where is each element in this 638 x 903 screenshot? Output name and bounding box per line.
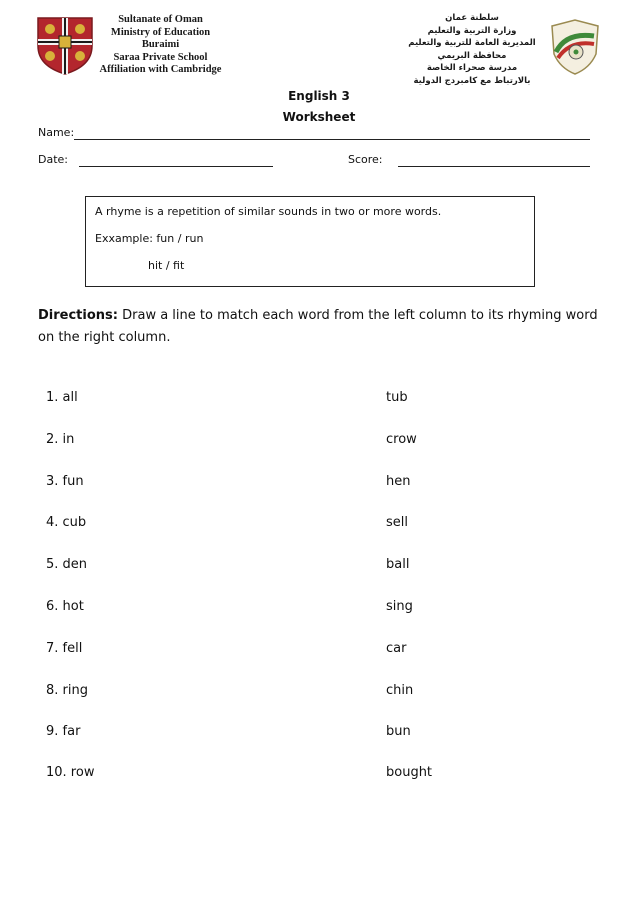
header-ar-line-2: وزارة التربية والتعليم [427, 25, 517, 36]
right-word-8: chin [386, 683, 414, 698]
header-en-line-5: Affiliation with Cambridge [99, 64, 222, 75]
school-name-english [98, 14, 223, 77]
left-word-7: 7. fell [46, 641, 83, 656]
name-input-line[interactable] [74, 139, 590, 140]
left-word-9: 9. far [46, 724, 81, 739]
right-word-1: tub [386, 390, 408, 405]
right-word-3: hen [386, 474, 411, 489]
name-label: Name: [38, 126, 75, 139]
left-word-6: 6. hot [46, 599, 84, 614]
right-word-6: sing [386, 599, 413, 614]
score-input-line[interactable] [398, 166, 590, 167]
worksheet-title: Worksheet [282, 110, 356, 124]
right-word-10: bought [386, 765, 433, 780]
right-word-9: bun [386, 724, 411, 739]
rhyme-definition: A rhyme is a repetition of similar sounds in two or more words. [95, 205, 442, 218]
header-en-line-1: Sultanate of Oman [118, 14, 203, 25]
header-ar-line-4: محافظة البريمي [437, 50, 507, 61]
date-label: Date: [38, 153, 68, 166]
header-ar-line-5: مدرسة صحراء الخاصة [426, 63, 518, 73]
header-en-line-2: Ministry of Education [110, 26, 211, 38]
rhyme-definition-box [85, 196, 535, 287]
directions-paragraph [38, 305, 600, 349]
score-label: Score: [348, 153, 383, 166]
right-word-2: crow [386, 432, 417, 447]
left-word-3: 3. fun [46, 474, 84, 489]
directions-text: Draw a line to match each word from the left column to its rhyming word on the right column. [38, 308, 598, 345]
left-word-10: 10. row [46, 765, 95, 780]
header-ar-line-3: المديرية العامة للتربية والتعليم [408, 38, 536, 48]
rhyme-example-2: hit / fit [148, 259, 185, 272]
left-word-2: 2. in [46, 432, 75, 447]
left-word-5: 5. den [46, 557, 88, 572]
worksheet-subject: English 3 [288, 89, 350, 103]
school-emblem-icon [546, 18, 604, 76]
rhyme-example: Exxample: fun / run [95, 232, 204, 245]
date-input-line[interactable] [79, 166, 273, 167]
header-en-line-3: Buraimi [141, 39, 180, 50]
left-word-8: 8. ring [46, 683, 88, 698]
right-word-4: sell [386, 515, 408, 530]
school-name-arabic [398, 12, 546, 87]
right-word-5: ball [386, 557, 410, 572]
header-ar-line-6: بالارتباط مع كامبردج الدولية [413, 75, 531, 86]
university-crest-icon [36, 16, 94, 76]
directions-label: Directions: [38, 308, 118, 323]
header-ar-line-1: سلطنة عمان [445, 13, 499, 23]
header-en-line-4: Saraa Private School [113, 51, 208, 63]
left-word-1: 1. all [46, 390, 78, 405]
right-word-7: car [386, 641, 407, 656]
left-word-4: 4. cub [46, 515, 87, 530]
